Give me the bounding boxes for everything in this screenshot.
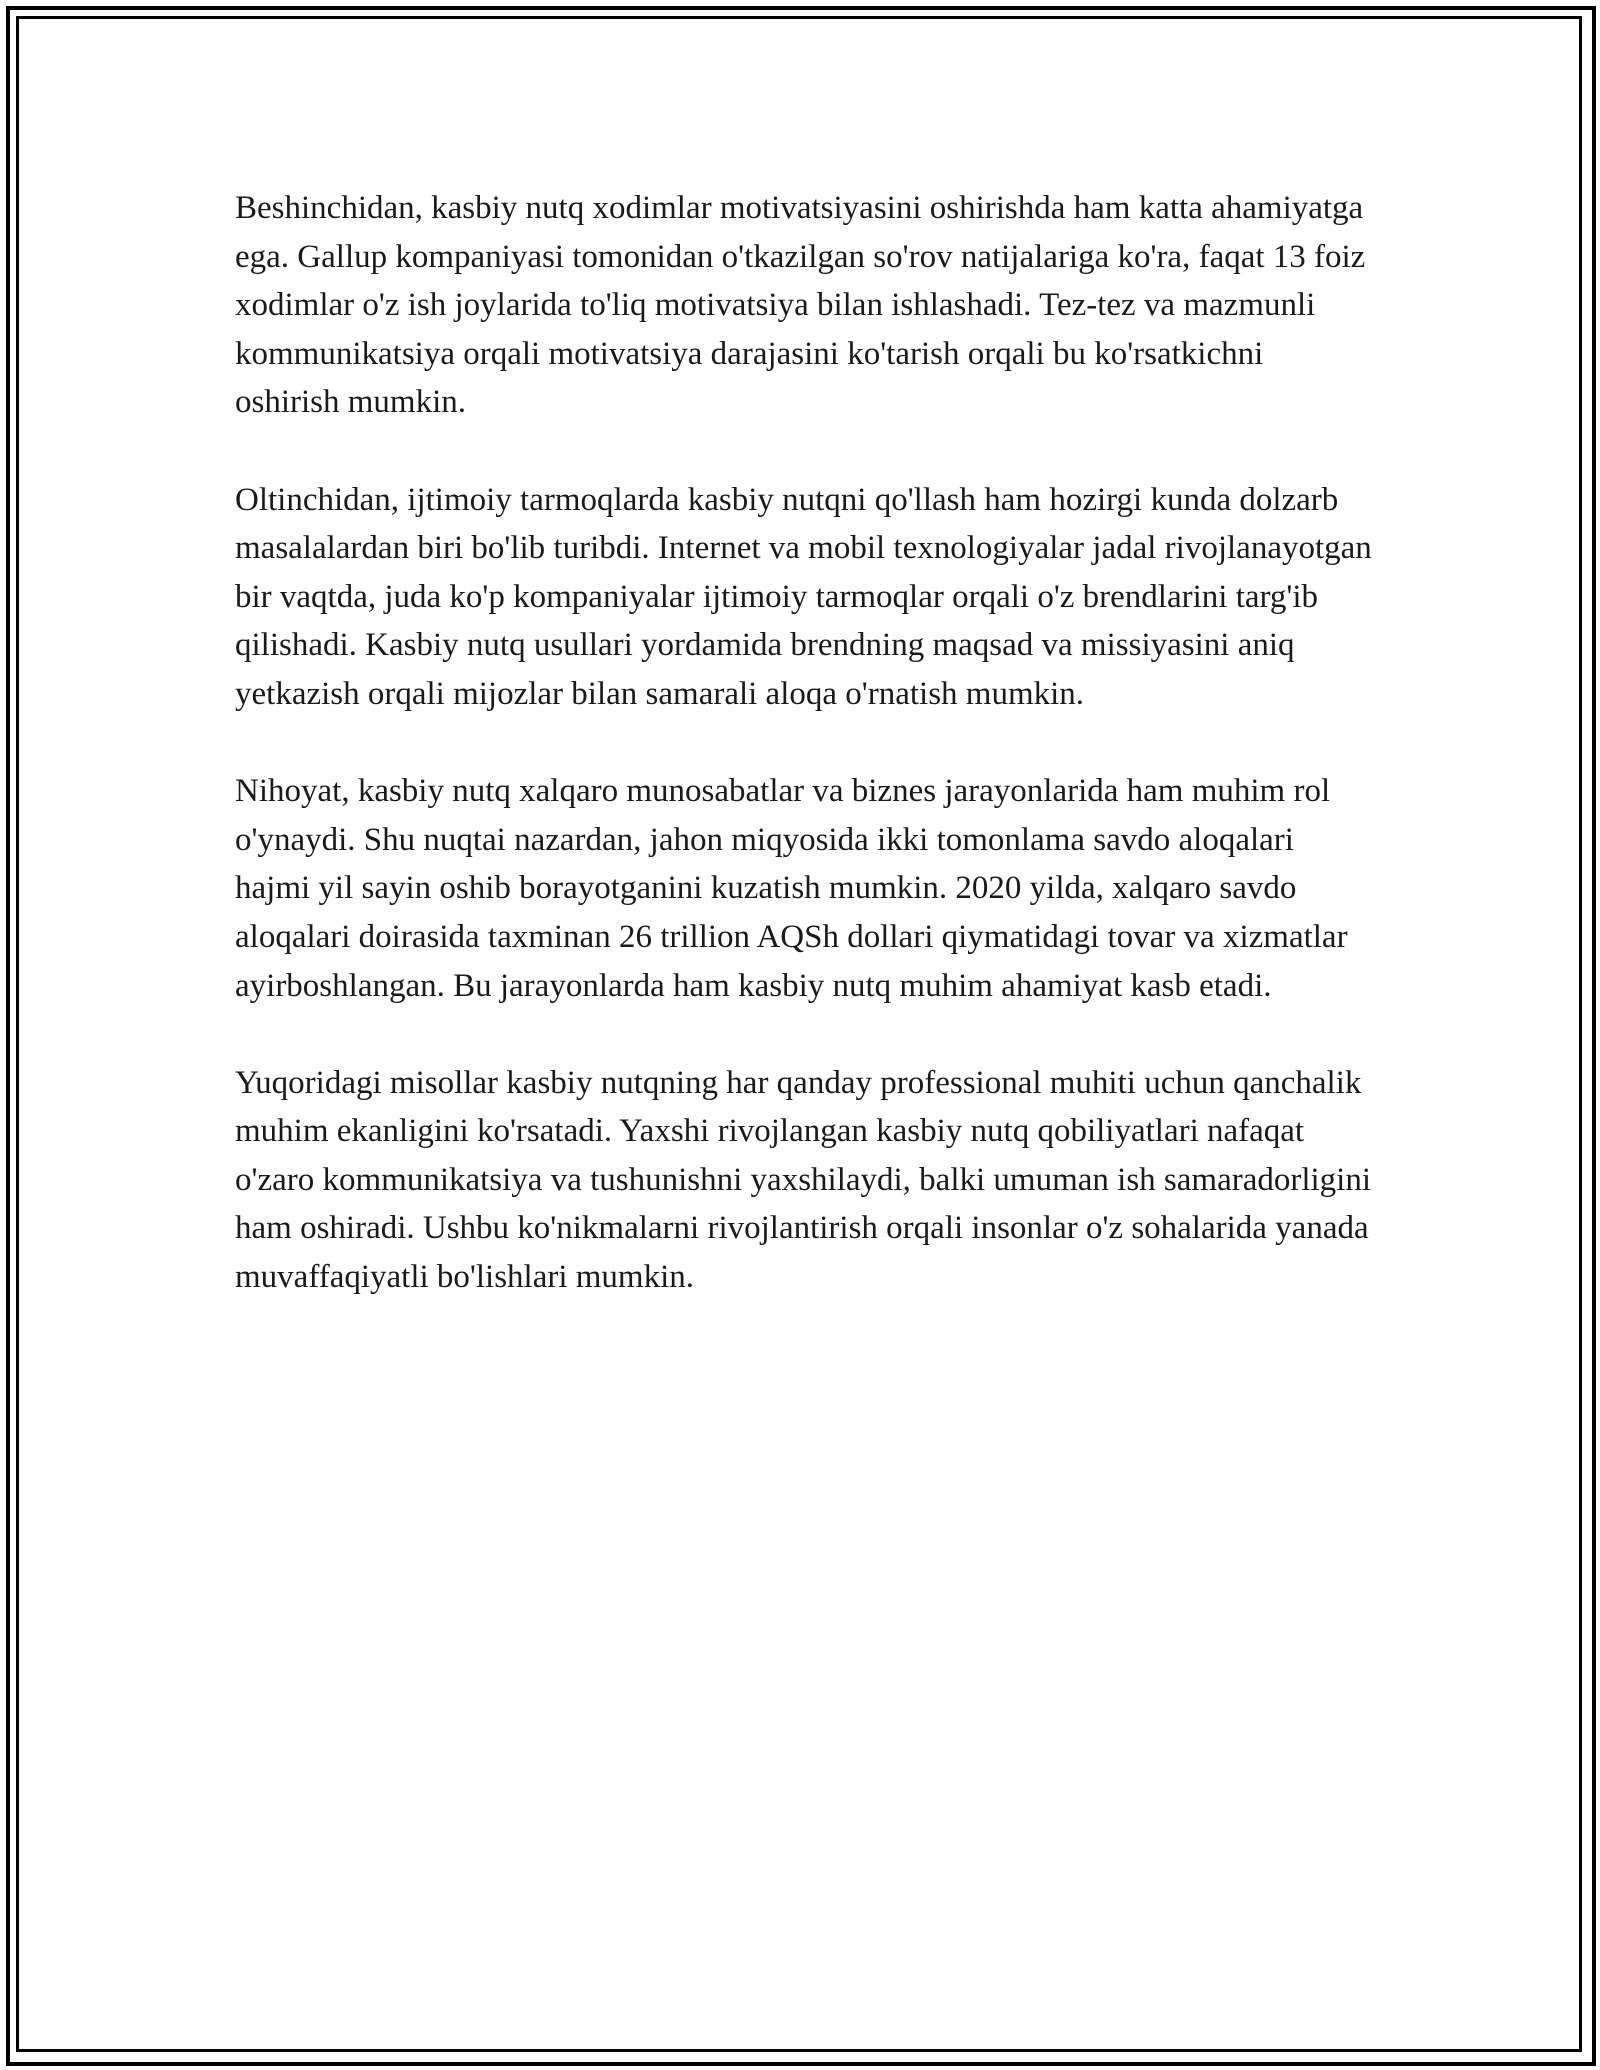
paragraph-4: Yuqoridagi misollar kasbiy nutqning har qanday professional muhiti uchun qanchalik muhim ekanligini ko'rsatadi. Yaxshi rivojlangan kasbiy nutq qobiliyatlari nafaqat o'zaro kommunikatsiya va tushunishni yaxshilaydi, balki umuman ish samaradorligini ham oshiradi. Ushbu ko'nikmalarni rivojlantirish orqali insonlar o'z sohalarida yanada muvaffaqiyatli bo'lishlari mumkin.	[235, 1064, 1372, 1296]
document-body	[235, 184, 1375, 1350]
paragraph-3: Nihoyat, kasbiy nutq xalqaro munosabatlar va biznes jarayonlarida ham muhim rol o'ynaydi. Shu nuqtai nazardan, jahon miqyosida ikki tomonlama savdo aloqalari hajmi yil sayin oshib borayotganini kuzatish mumkin. 2020 yilda, xalqaro savdo aloqalari doirasida taxminan 26 trillion AQSh dollari qiymatidagi tovar va xizmatlar ayirboshlangan. Bu jarayonlarda ham kasbiy nutq muhim ahamiyat kasb etadi.	[235, 773, 1348, 1004]
paragraph-1: Beshinchidan, kasbiy nutq xodimlar motivatsiyasini oshirishda ham katta ahamiyatga ega. Gallup kompaniyasi tomonidan o'tkazilgan so'rov natijalariga ko'ra, faqat 13 foiz xodimlar o'z ish joylarida to'liq motivatsiya bilan ishlashadi. Tez-tez va mazmunli kommunikatsiya orqali motivatsiya darajasini ko'tarish orqali bu ko'rsatkichni oshirish mumkin.	[235, 190, 1366, 421]
paragraph-2: Oltinchidan, ijtimoiy tarmoqlarda kasbiy nutqni qo'llash ham hozirgi kunda dolzarb masalalardan biri bo'lib turibdi. Internet va mobil texnologiyalar jadal rivojlanayotgan bir vaqtda, juda ko'p kompaniyalar ijtimoiy tarmoqlar orqali o'z brendlarini targ'ib qilishadi. Kasbiy nutq usullari yordamida brendning maqsad va missiyasini aniq yetkazish orqali mijozlar bilan samarali aloqa o'rnatish mumkin.	[235, 481, 1372, 712]
